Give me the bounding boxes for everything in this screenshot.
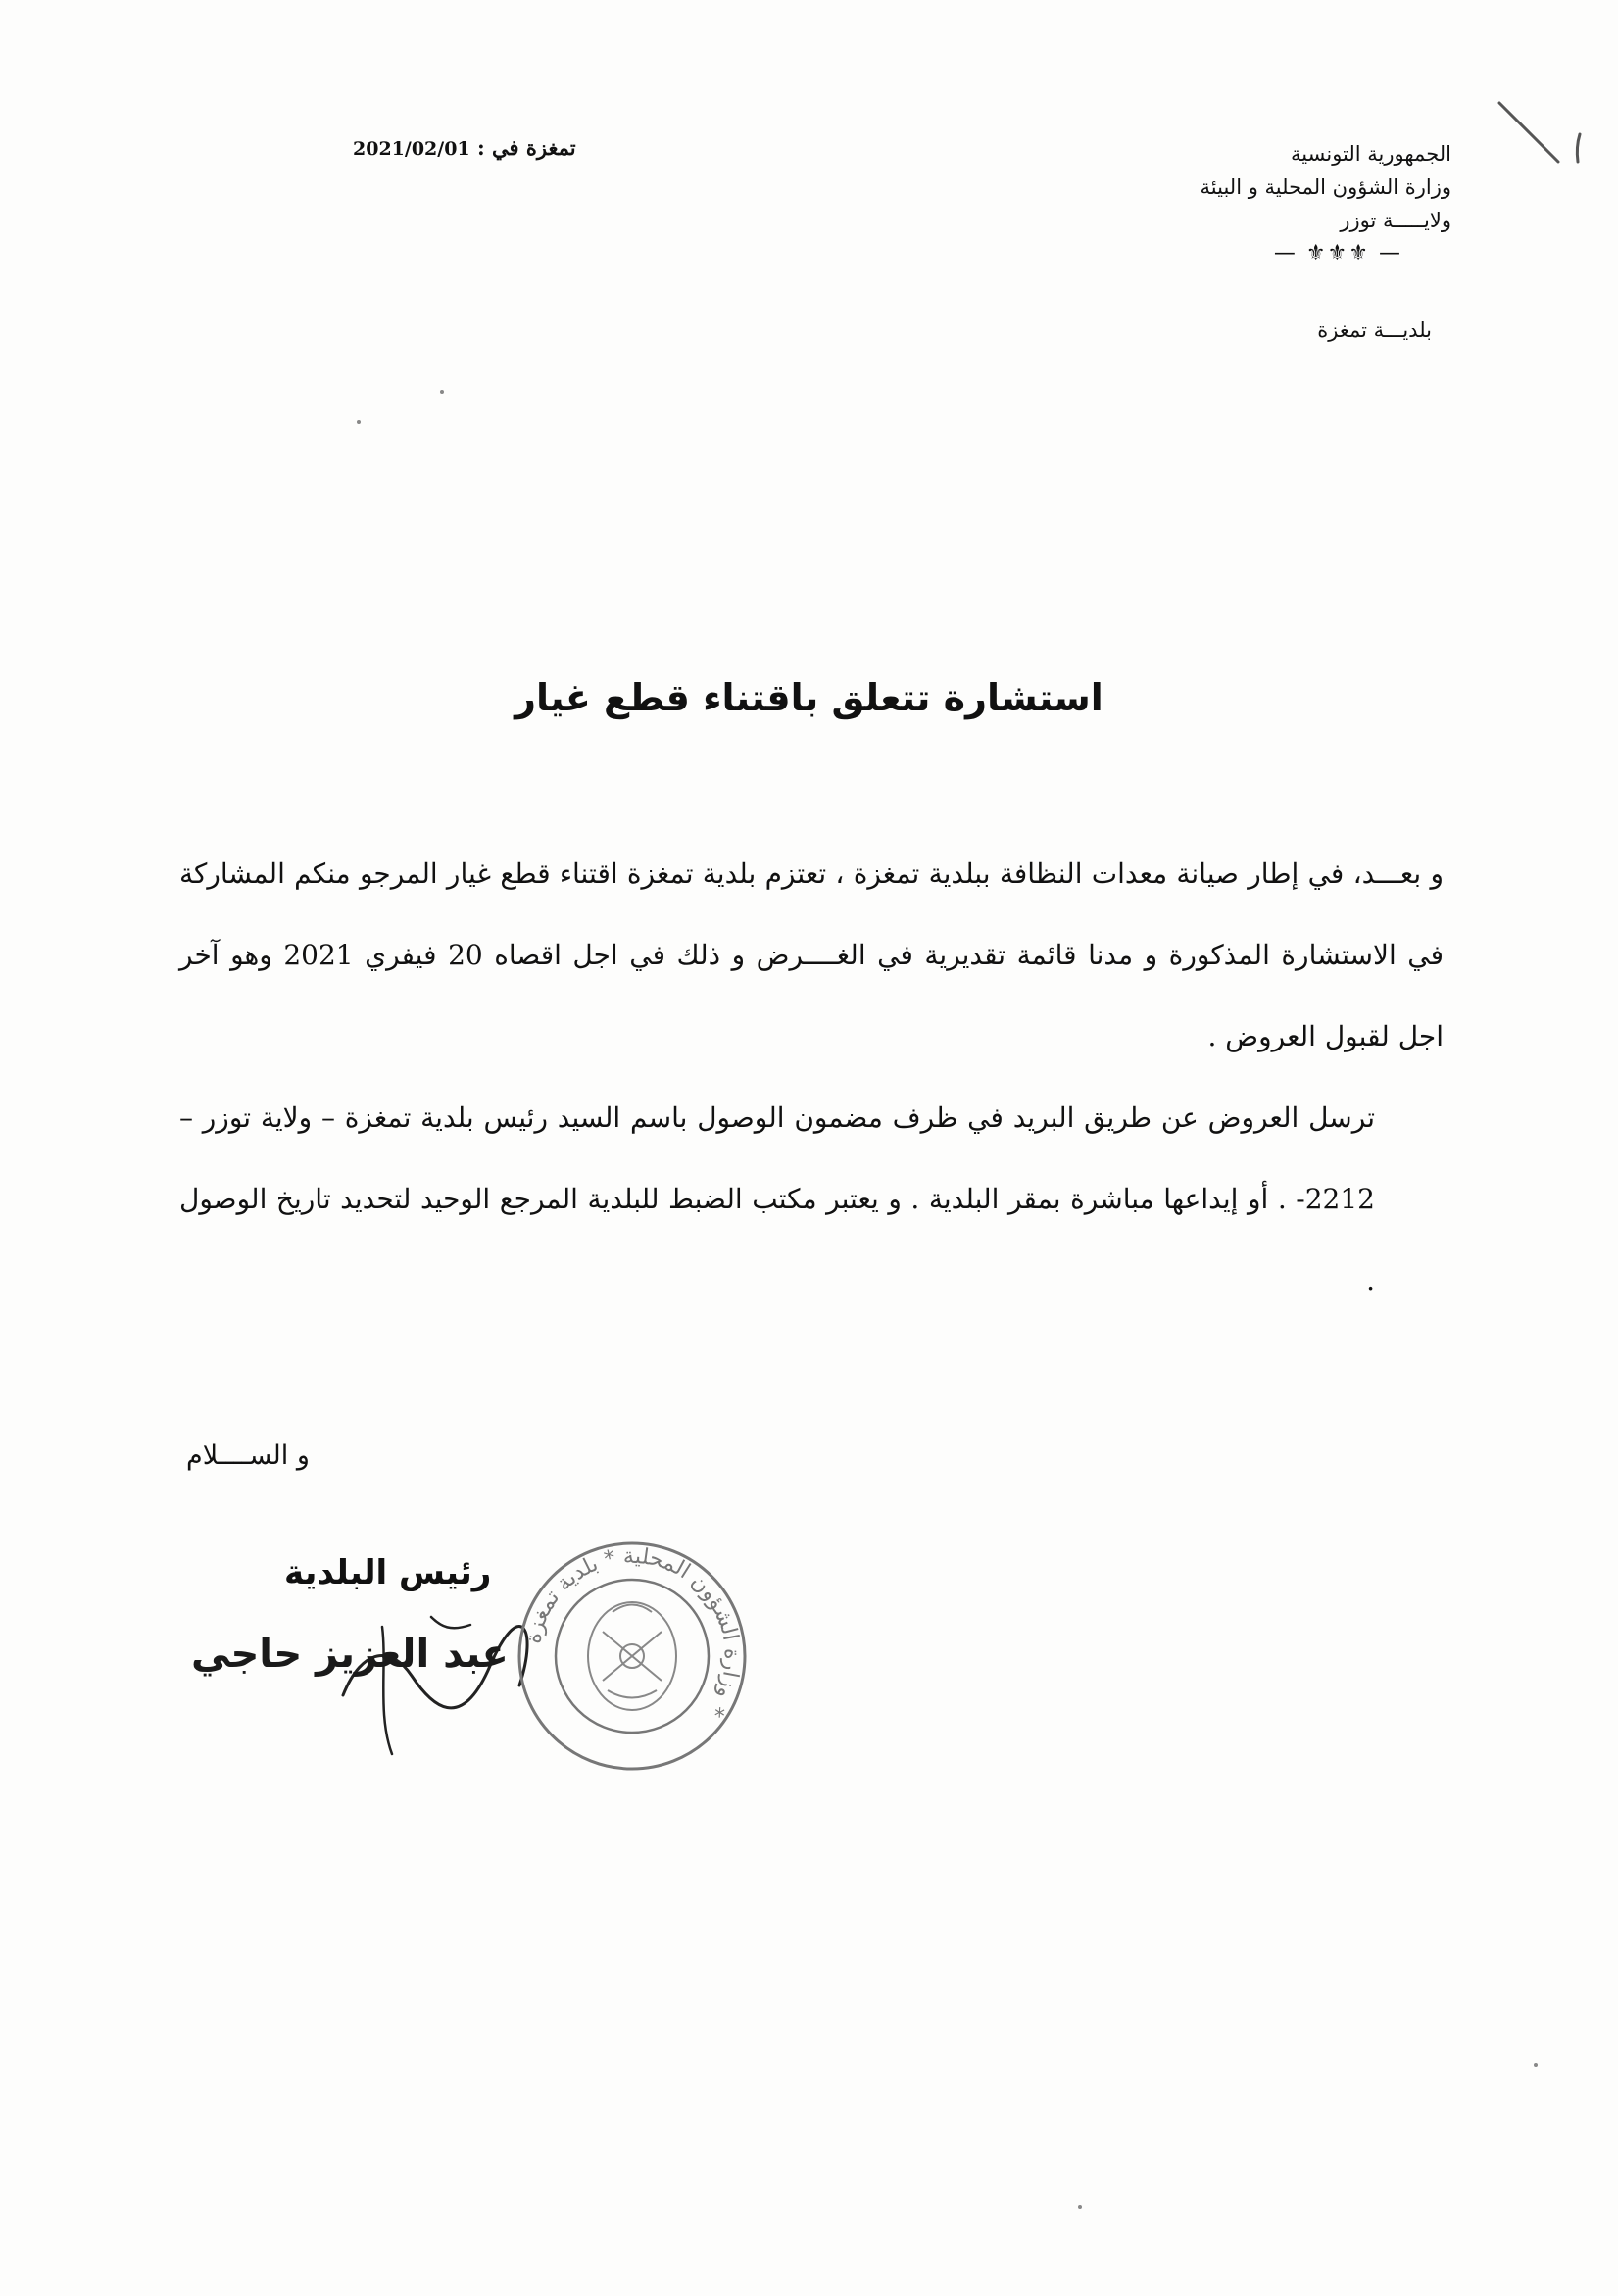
date-value: 2021/02/01 bbox=[353, 138, 470, 160]
letterhead bbox=[1040, 137, 1451, 347]
body-paragraph-1: و بعـــد، في إطار صيانة معدات النظافة ببلدية تمغزة ، تعتزم بلدية تمغزة اقتناء قطع غيار المرجو منكم المشاركة في الاستشارة المذكورة و مدنا قائمة تقديرية في الغــــرض و ذلك في اجل اقصاه 20 فيفري 2021 وهو آخر اجل لقبول العروض . bbox=[179, 857, 1444, 1052]
letterhead-ornament: — ⚜⚜⚜ — bbox=[1273, 241, 1402, 266]
document-body bbox=[179, 833, 1444, 1321]
signer-title: رئيس البلدية bbox=[284, 1553, 492, 1592]
document-title: استشارة تتعلق باقتناء قطع غيار bbox=[515, 676, 1103, 719]
letterhead-governorate: ولايـــــة توزر bbox=[1340, 209, 1451, 232]
letterhead-republic: الجمهورية التونسية bbox=[1291, 142, 1451, 166]
date-label: تمغزة في : bbox=[476, 135, 576, 160]
closing-salutation: و الســــلام bbox=[186, 1441, 310, 1471]
date-line bbox=[353, 135, 666, 160]
letterhead-ministry: وزارة الشؤون المحلية و البيئة bbox=[1200, 175, 1451, 199]
pen-mark-icon bbox=[1490, 93, 1597, 181]
stamp-ring-text: وزارة الشؤون المحلية * بلدية تمغزة * bbox=[520, 1543, 745, 1722]
official-stamp-icon bbox=[510, 1534, 755, 1779]
speck bbox=[357, 420, 361, 424]
signer-name: عبد العزيز حاجي bbox=[191, 1632, 509, 1677]
body-paragraph-2: ترسل العروض عن طريق البريد في ظرف مضمون الوصول باسم السيد رئيس بلدية تمغزة – ولاية توزر –2212- . أو إيداعها مباشرة بمقر البلدية . و يعتبر مكتب الضبط للبلدية المرجع الوحيد لتحديد تاريخ الوصول . bbox=[179, 1101, 1376, 1296]
speck bbox=[440, 390, 444, 394]
speck bbox=[1078, 2205, 1082, 2209]
letterhead-municipality: بلديـــة تمغزة bbox=[1317, 318, 1432, 342]
speck bbox=[1534, 2063, 1538, 2067]
